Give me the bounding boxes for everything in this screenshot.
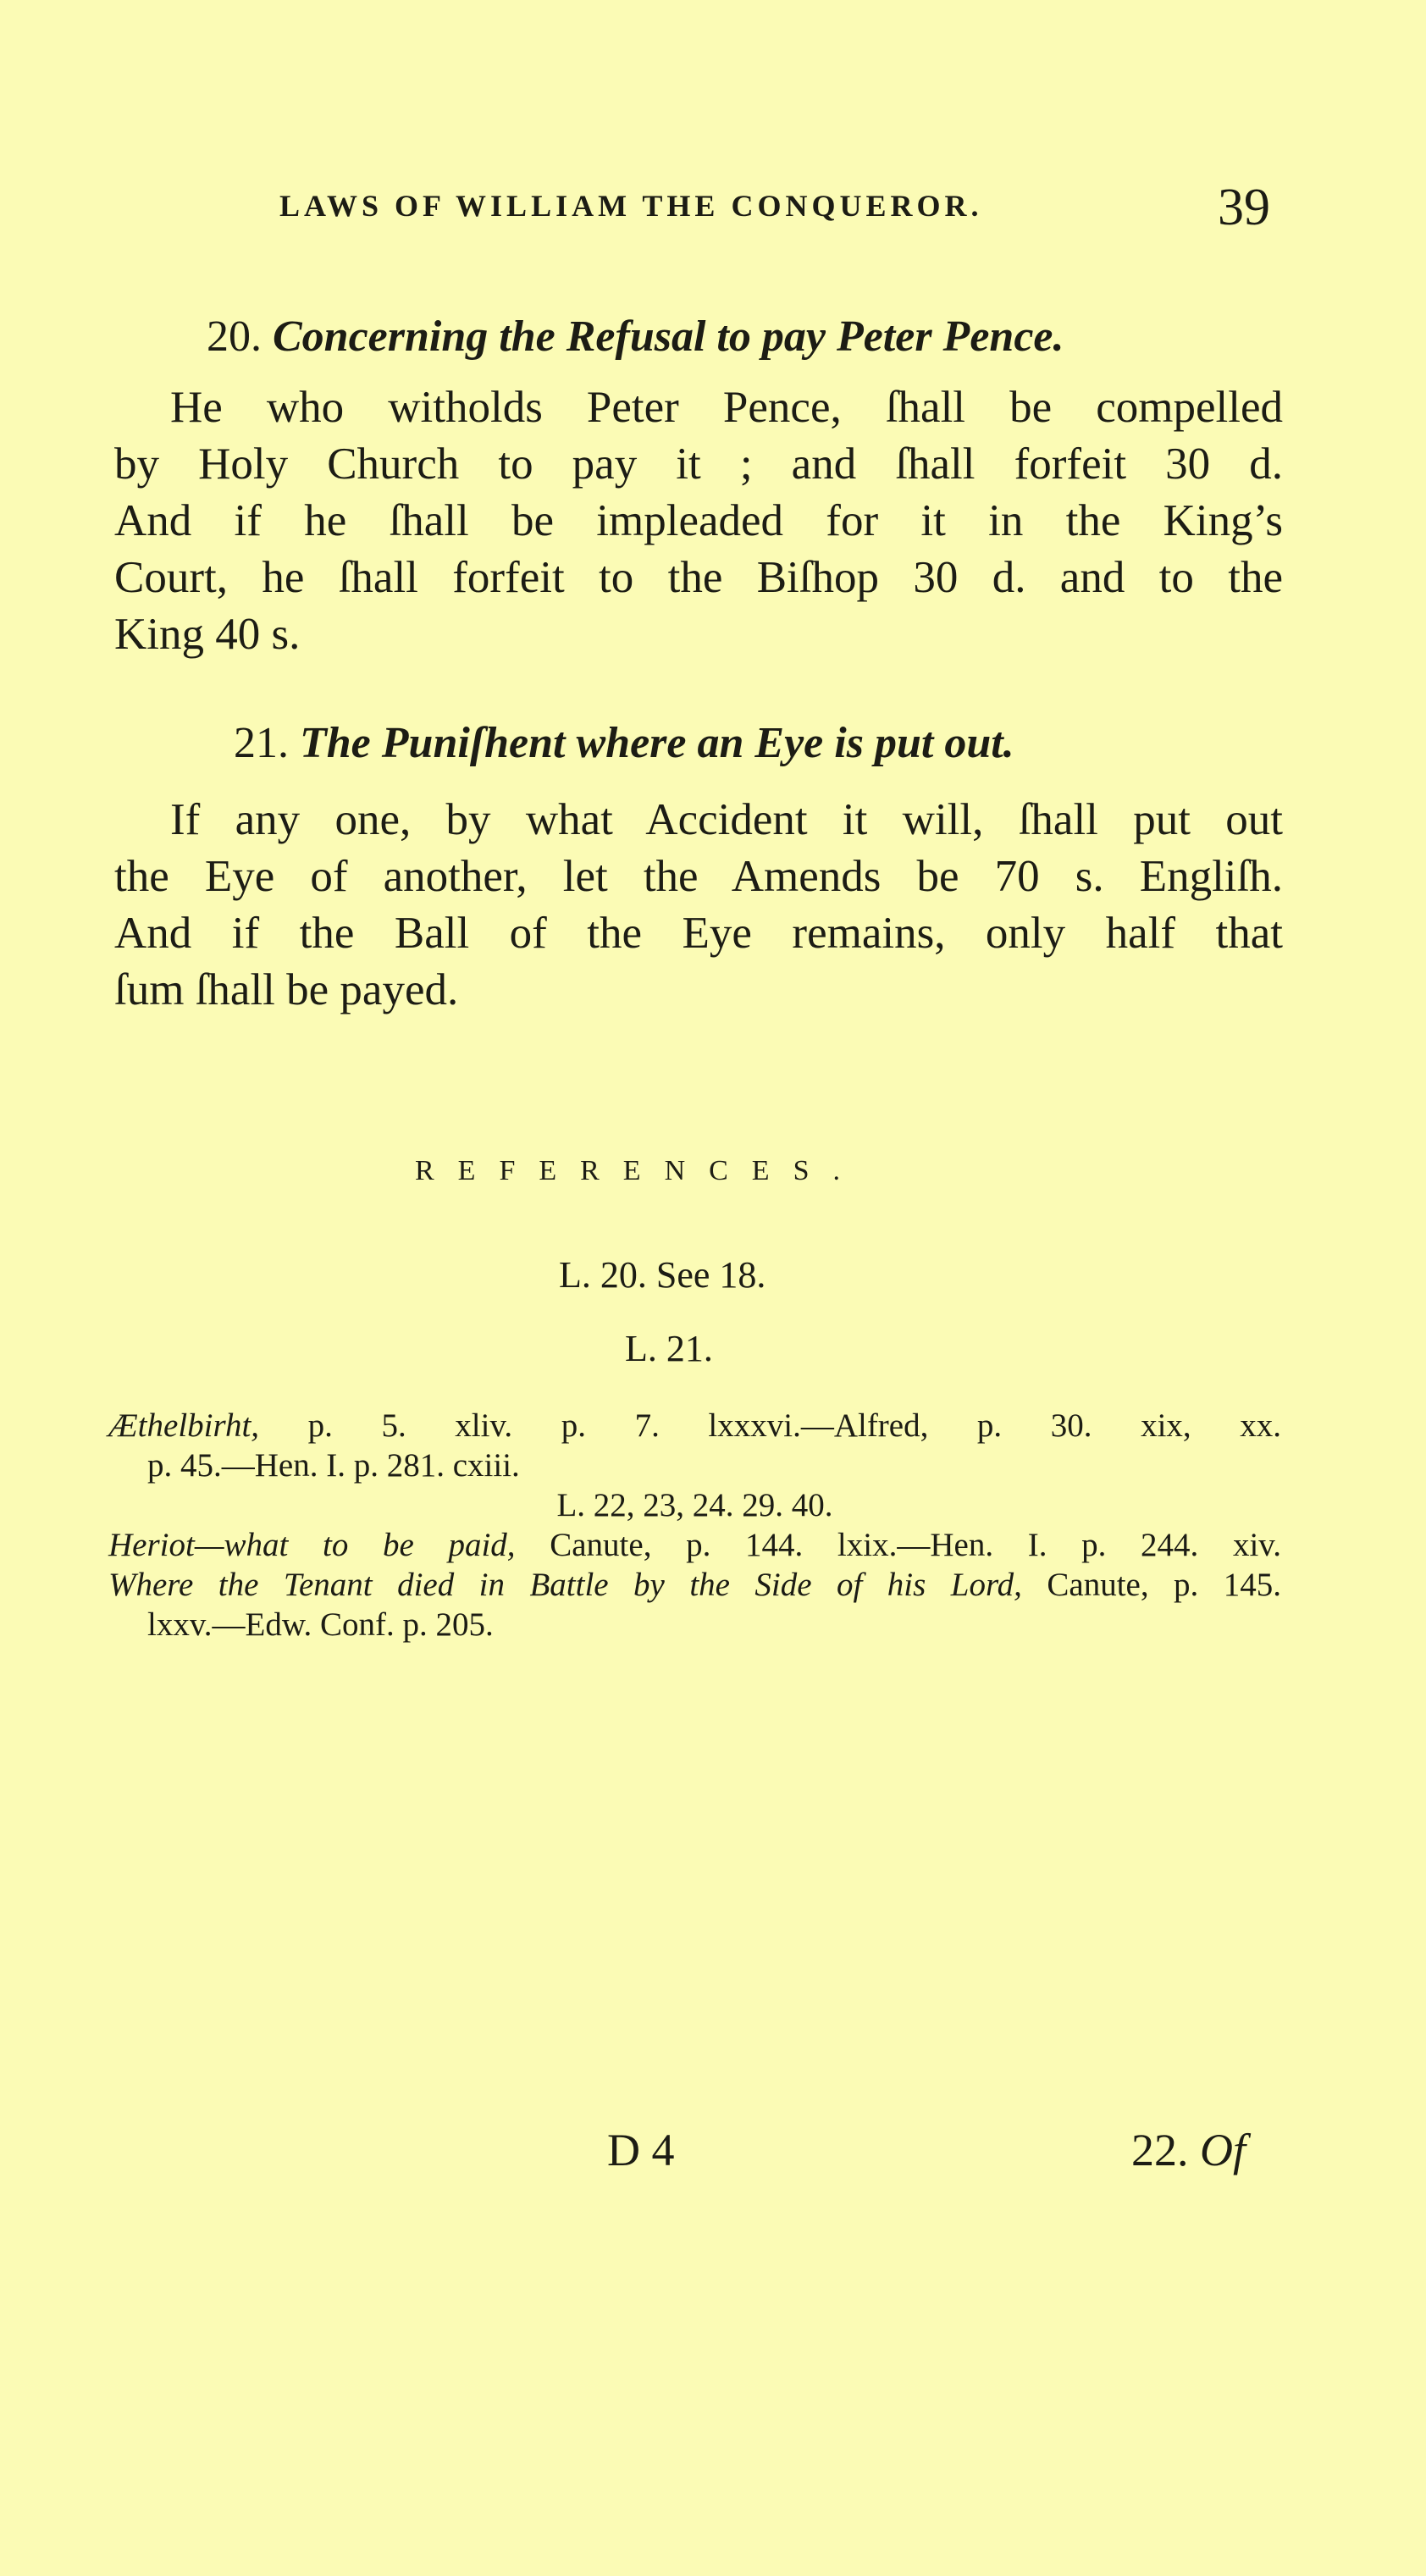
reference-l22-heading: L. 22, 23, 24. 29. 40. [556, 1487, 833, 1523]
law-21-line-3: And if the Ball of the Eye remains, only half that [114, 909, 1283, 958]
law-20-line-5: King 40 s. [114, 610, 301, 659]
catchword-number: 22. [1131, 2125, 1189, 2175]
aethelbirht-citation: p. 5. xliv. p. 7. lxxxvi.—Alfred, p. 30. xix, xx. [307, 1407, 1281, 1444]
running-title: LAWS OF WILLIAM THE CONQUEROR. [279, 189, 983, 223]
law-21-line-4: ſum ſhall be payed. [114, 965, 459, 1014]
references-heading: REFERENCES. [415, 1155, 864, 1186]
law-20-number: 20. [207, 312, 262, 361]
law-20-line-2: by Holy Church to pay it ; and ſhall forfeit 30 d. [114, 439, 1283, 489]
heriot-label: Heriot—what to be paid, [108, 1527, 516, 1563]
aethelbirht-line-1 [108, 1406, 1281, 1446]
heriot-citation: Canute, p. 144. lxix.—Hen. I. p. 244. xiv. [550, 1527, 1282, 1563]
law-20-title: Concerning the Refusal to pay Peter Pence. [273, 312, 1064, 361]
law-21-heading [234, 718, 1014, 768]
law-20-line-1: He who witholds Peter Pence, ſhall be compelled [170, 383, 1283, 432]
aethelbirht-line-2: p. 45.—Hen. I. p. 281. cxiii. [147, 1447, 520, 1484]
catchword-word: Of [1200, 2125, 1246, 2175]
tenant-line-1 [108, 1565, 1281, 1605]
law-21-line-2: the Eye of another, let the Amends be 70 s. Engliſh. [114, 852, 1283, 901]
page-number: 39 [1218, 179, 1270, 236]
tenant-line-2: lxxv.—Edw. Conf. p. 205. [147, 1606, 494, 1643]
law-21-title: The Puniſhent where an Eye is put out. [300, 719, 1014, 767]
reference-l20: L. 20. See 18. [559, 1254, 766, 1296]
signature-mark: D 4 [607, 2125, 675, 2175]
reference-l21-heading: L. 21. [625, 1328, 713, 1369]
catchword [1131, 2124, 1246, 2176]
law-20-line-4: Court, he ſhall forfeit to the Biſhop 30 d. and to the [114, 553, 1283, 602]
law-21-line-1: If any one, by what Accident it will, ſhall put out [170, 795, 1283, 844]
law-20-body [114, 379, 1283, 663]
law-20-heading [207, 312, 1064, 362]
heriot-line [108, 1525, 1281, 1565]
law-20-line-3: And if he ſhall be impleaded for it in the King’s [114, 496, 1283, 545]
aethelbirht-name: Æthelbirht, [108, 1407, 260, 1444]
tenant-citation: Canute, p. 145. [1047, 1567, 1282, 1603]
tenant-label: Where the Tenant died in Battle by the Side of his Lord, [108, 1567, 1022, 1603]
reference-entries [108, 1406, 1281, 1645]
law-21-number: 21. [234, 719, 289, 767]
law-21-body [114, 792, 1283, 1019]
